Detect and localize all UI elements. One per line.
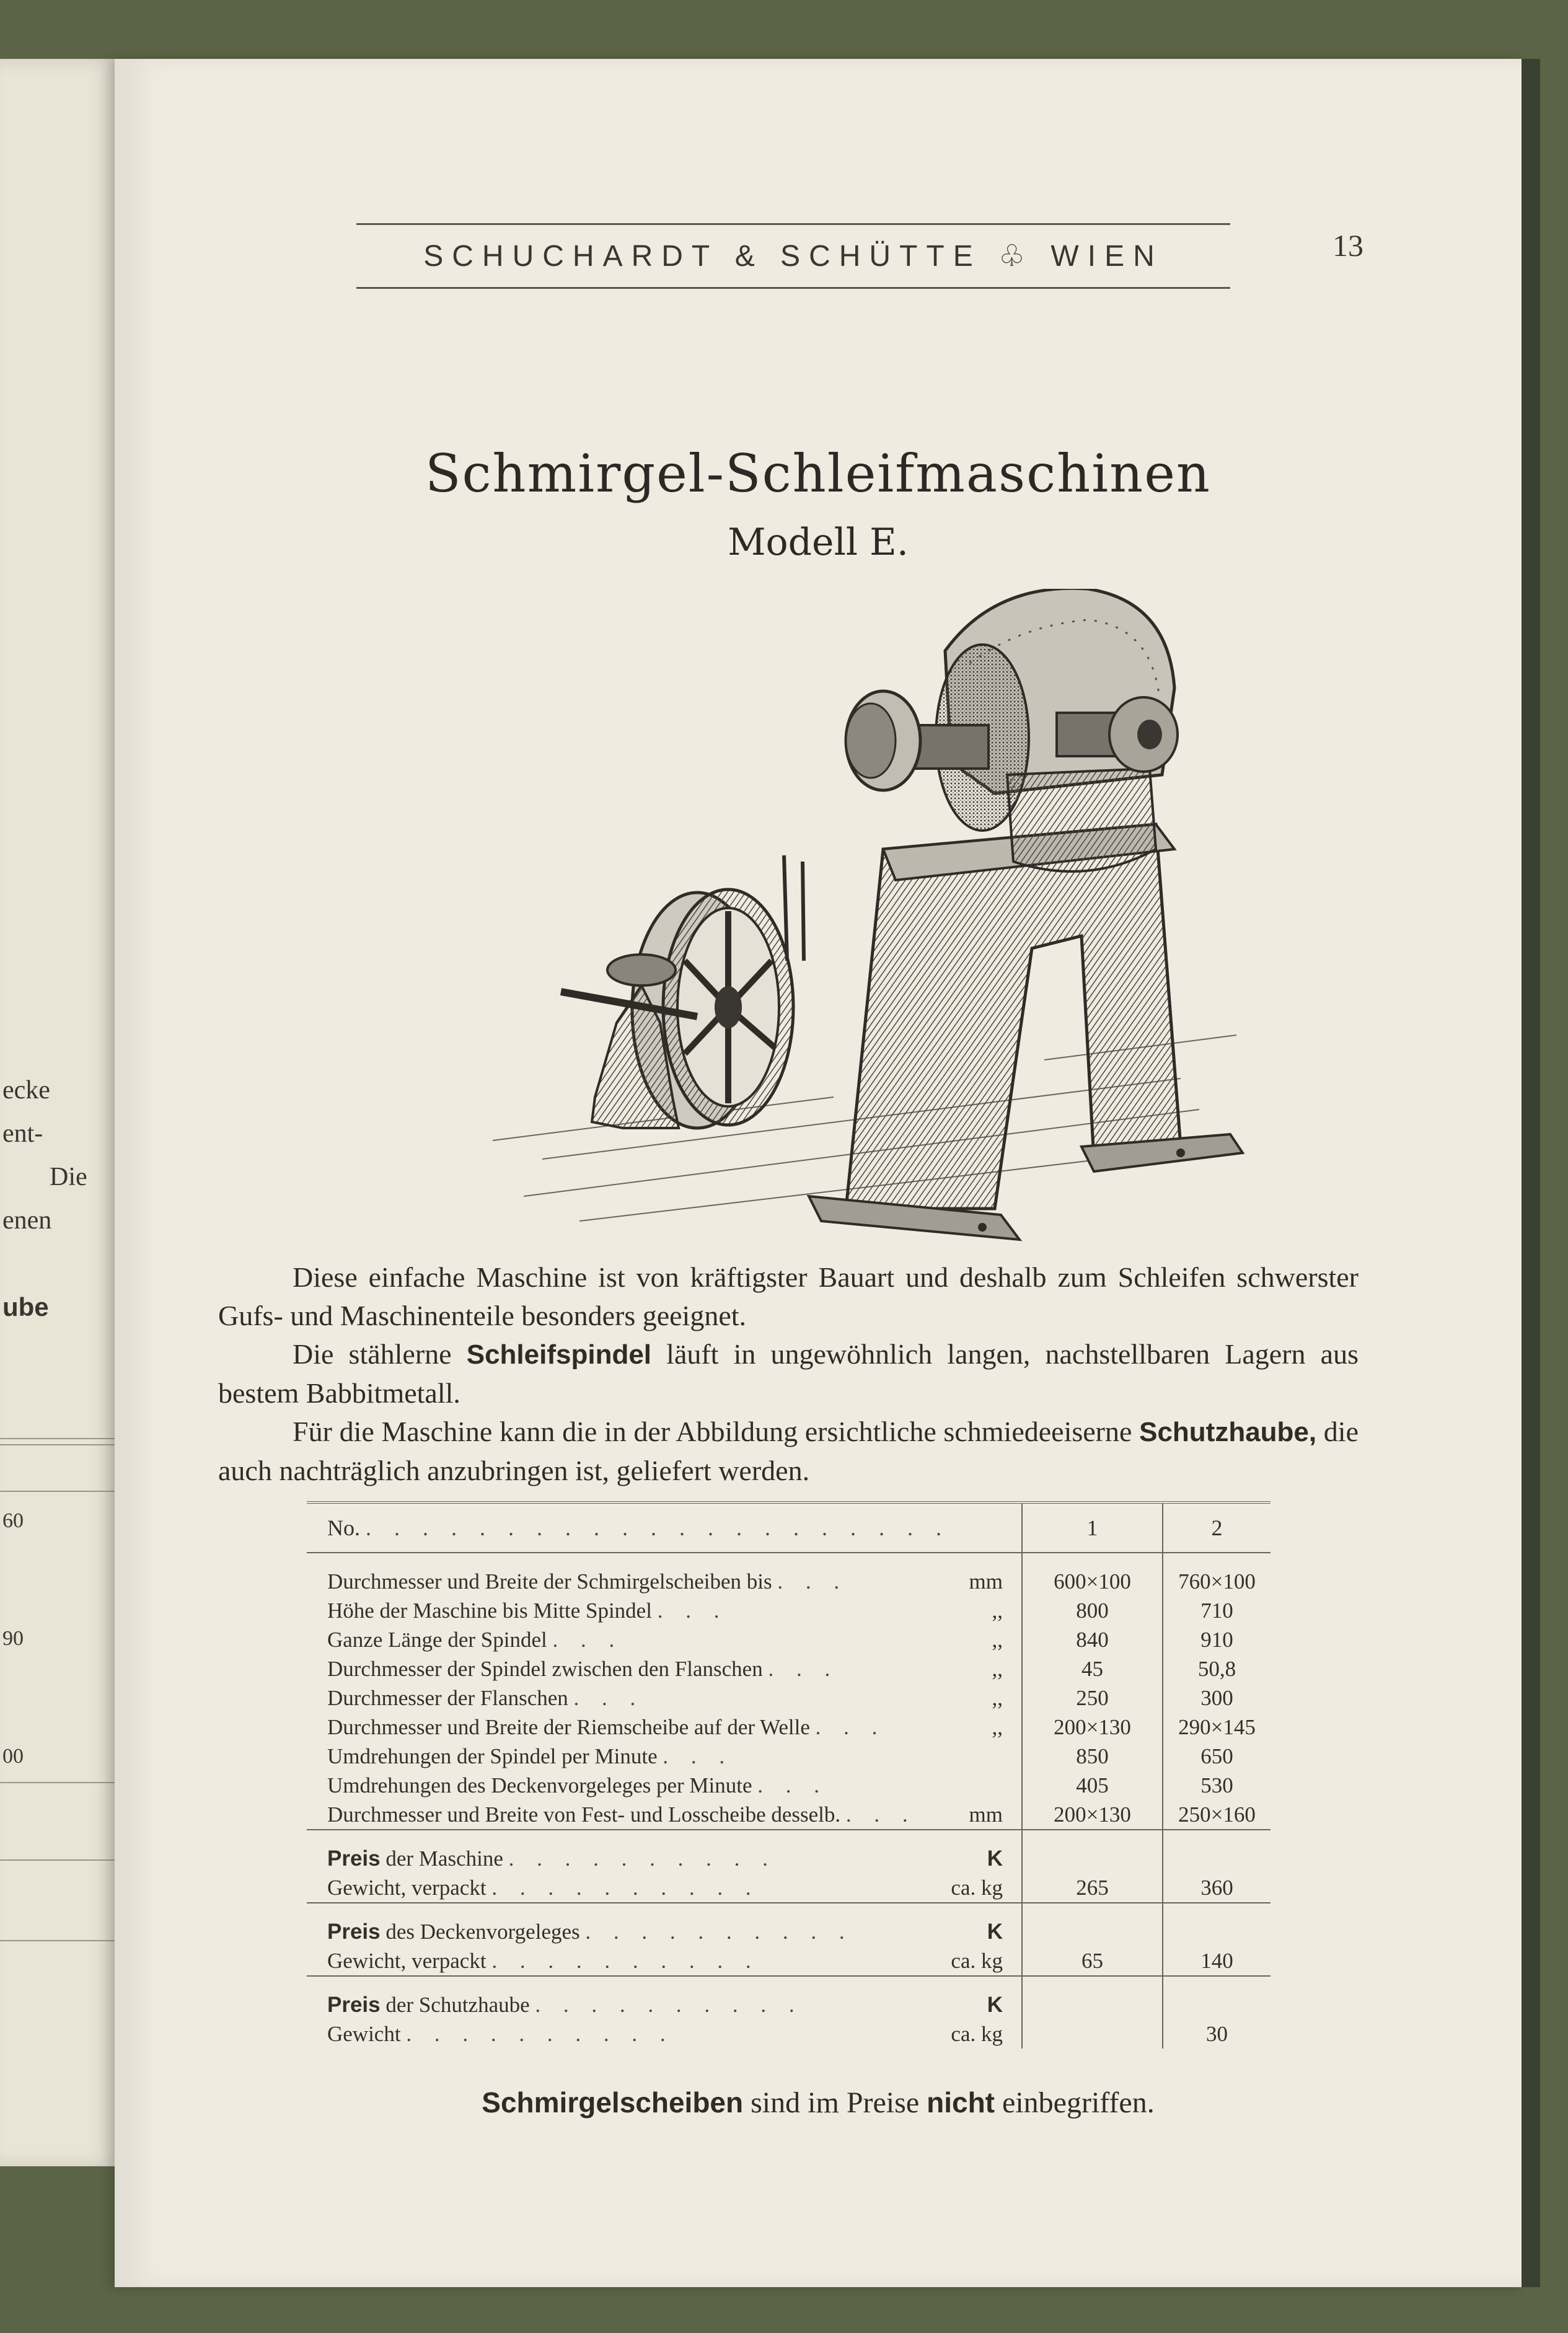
price-rows: [307, 1830, 1271, 2049]
row-label: Ganze Länge der Spindel: [327, 1628, 547, 1652]
weight-row: Gewicht, verpackt . . . . . . . . . . ca. kg 265 360: [307, 1873, 1271, 1903]
left-page-line: Die: [50, 1163, 87, 1191]
row-label: Durchmesser der Spindel zwischen den Flanschen: [327, 1657, 763, 1681]
table-row: Durchmesser und Breite der Schmirgelscheiben bis . . . mm 600×100 760×100: [307, 1567, 1271, 1596]
page-edge: [1522, 59, 1540, 2287]
currency: K: [987, 1993, 1003, 2017]
value-col-1: 405: [1022, 1771, 1163, 1800]
currency: K: [987, 1846, 1003, 1871]
left-page-line: ent-: [2, 1119, 43, 1148]
currency: K: [987, 1920, 1003, 1944]
row-label: Durchmesser und Breite der Riemscheibe auf der Welle: [327, 1715, 810, 1739]
table-row: Umdrehungen des Deckenvorgeleges per Minute . . . 405 530: [307, 1771, 1271, 1800]
row-unit: ,,: [992, 1686, 1003, 1710]
price-row: Preis der Maschine . . . . . . . . . . K: [307, 1844, 1271, 1873]
value-col-1: 850: [1022, 1742, 1163, 1771]
header-label: No.: [327, 1515, 360, 1540]
previous-page-fragment: [0, 59, 118, 2166]
value-col-2: 650: [1200, 1744, 1233, 1768]
row-unit: ,,: [992, 1657, 1003, 1681]
page-title: Schmirgel-Schleifmaschinen: [425, 443, 1212, 504]
value-col-1: 65: [1022, 1946, 1163, 1976]
value-col-1: 200×130: [1022, 1800, 1163, 1830]
value-col-2: 140: [1200, 1949, 1233, 1973]
table-row: Durchmesser der Flanschen . . . ,, 250 300: [307, 1683, 1271, 1713]
row-label: Höhe der Maschine bis Mitte Spindel: [327, 1599, 652, 1623]
running-header: SCHUCHARDT & SCHÜTTE ♧ WIEN: [356, 223, 1230, 289]
value-col-1: 45: [1022, 1654, 1163, 1683]
row-label: Durchmesser und Breite von Fest- und Losscheibe desselb.: [327, 1802, 841, 1827]
row-unit: ,,: [992, 1599, 1003, 1623]
value-col-2: 250×160: [1163, 1800, 1271, 1830]
grinding-machine-engraving: [437, 589, 1261, 1246]
price-row: Preis des Deckenvorgeleges . . . . . . . . . . K: [307, 1917, 1271, 1946]
price-row: Preis der Schutzhaube . . . . . . . . . . K: [307, 1990, 1271, 2019]
row-unit: ,,: [992, 1715, 1003, 1739]
value-col-1: 600×100: [1022, 1567, 1163, 1596]
value-col-2: 290×145: [1178, 1715, 1256, 1739]
table-row: Durchmesser und Breite der Riemscheibe auf der Welle . . . ,, 200×130 290×145: [307, 1713, 1271, 1742]
table-row: Durchmesser und Breite von Fest- und Losscheibe desselb. . . . mm 200×130 250×160: [307, 1800, 1271, 1830]
left-page-line: ecke: [2, 1076, 50, 1105]
value-col-2: 50,8: [1197, 1657, 1236, 1681]
catalog-page: [115, 59, 1522, 2287]
paragraph-3: Für die Maschine kann die in der Abbildung ersichtliche schmiedeeiserne Schutzhaube, die auch nachträglich anzubringen ist, geliefert werden.: [218, 1416, 1359, 1486]
table-row: Umdrehungen der Spindel per Minute . . . 850 650: [307, 1742, 1271, 1771]
value-col-1: 265: [1022, 1873, 1163, 1903]
paragraph-1: Diese einfache Maschine ist von kräftigster Bauart und deshalb zum Schleifen schwerster Gufs- und Maschinenteile besonders geeignet.: [218, 1261, 1359, 1331]
row-label: Umdrehungen der Spindel per Minute: [327, 1744, 658, 1768]
row-unit: ,,: [992, 1628, 1003, 1652]
value-col-1: 250: [1022, 1683, 1163, 1713]
value-col-1: 840: [1022, 1625, 1163, 1654]
left-page-number: 60: [2, 1509, 24, 1532]
table-row: Durchmesser der Spindel zwischen den Flanschen . . . ,, 45 50,8: [307, 1654, 1271, 1683]
row-label: Durchmesser der Flanschen: [327, 1686, 568, 1710]
value-col-2: 300: [1200, 1686, 1233, 1710]
value-col-2: 30: [1206, 2022, 1228, 2046]
specification-table: [307, 1501, 1271, 2049]
value-col-2: 760×100: [1178, 1569, 1256, 1594]
value-col-1: 800: [1022, 1596, 1163, 1625]
value-col-2: 360: [1200, 1876, 1233, 1900]
value-col-1: 200×130: [1022, 1713, 1163, 1742]
weight-row: Gewicht, verpackt . . . . . . . . . . ca. kg 65 140: [307, 1946, 1271, 1976]
description-text: [218, 1258, 1359, 1490]
left-page-bold-line: ube: [2, 1292, 49, 1321]
paragraph-2: Die stählerne Schleifspindel läuft in ungewöhnlich langen, nachstellbaren Lagern aus bestem Babbitmetall.: [218, 1338, 1359, 1409]
header-col-2: 2: [1163, 1502, 1271, 1553]
table-row: Höhe der Maschine bis Mitte Spindel . . . ,, 800 710: [307, 1596, 1271, 1625]
left-page-number: 00: [2, 1745, 24, 1768]
table-row: Ganze Länge der Spindel . . . ,, 840 910: [307, 1625, 1271, 1654]
spec-rows: [307, 1567, 1271, 1830]
left-page-line: enen: [2, 1206, 52, 1235]
value-col-1: [1022, 2019, 1163, 2049]
left-page-number: 90: [2, 1627, 24, 1650]
row-unit: mm: [969, 1802, 1003, 1827]
row-label: Durchmesser und Breite der Schmirgelscheiben bis: [327, 1569, 772, 1594]
value-col-2: 910: [1200, 1628, 1233, 1652]
footnote: Schmirgelscheiben sind im Preise nicht einbegriffen.: [482, 2086, 1155, 2119]
value-col-2: 530: [1200, 1773, 1233, 1797]
row-unit: mm: [969, 1569, 1003, 1594]
value-col-2: 710: [1200, 1599, 1233, 1623]
table-header-row: No. . . . . . . . . . . . . . . . . . . . . . 1 2: [307, 1502, 1271, 1553]
page-number: 13: [1332, 228, 1363, 263]
row-label: Umdrehungen des Deckenvorgeleges per Minute: [327, 1773, 752, 1797]
weight-row: Gewicht . . . . . . . . . . ca. kg 30: [307, 2019, 1271, 2049]
header-col-1: 1: [1022, 1502, 1163, 1553]
model-subtitle: Modell E.: [728, 521, 909, 564]
